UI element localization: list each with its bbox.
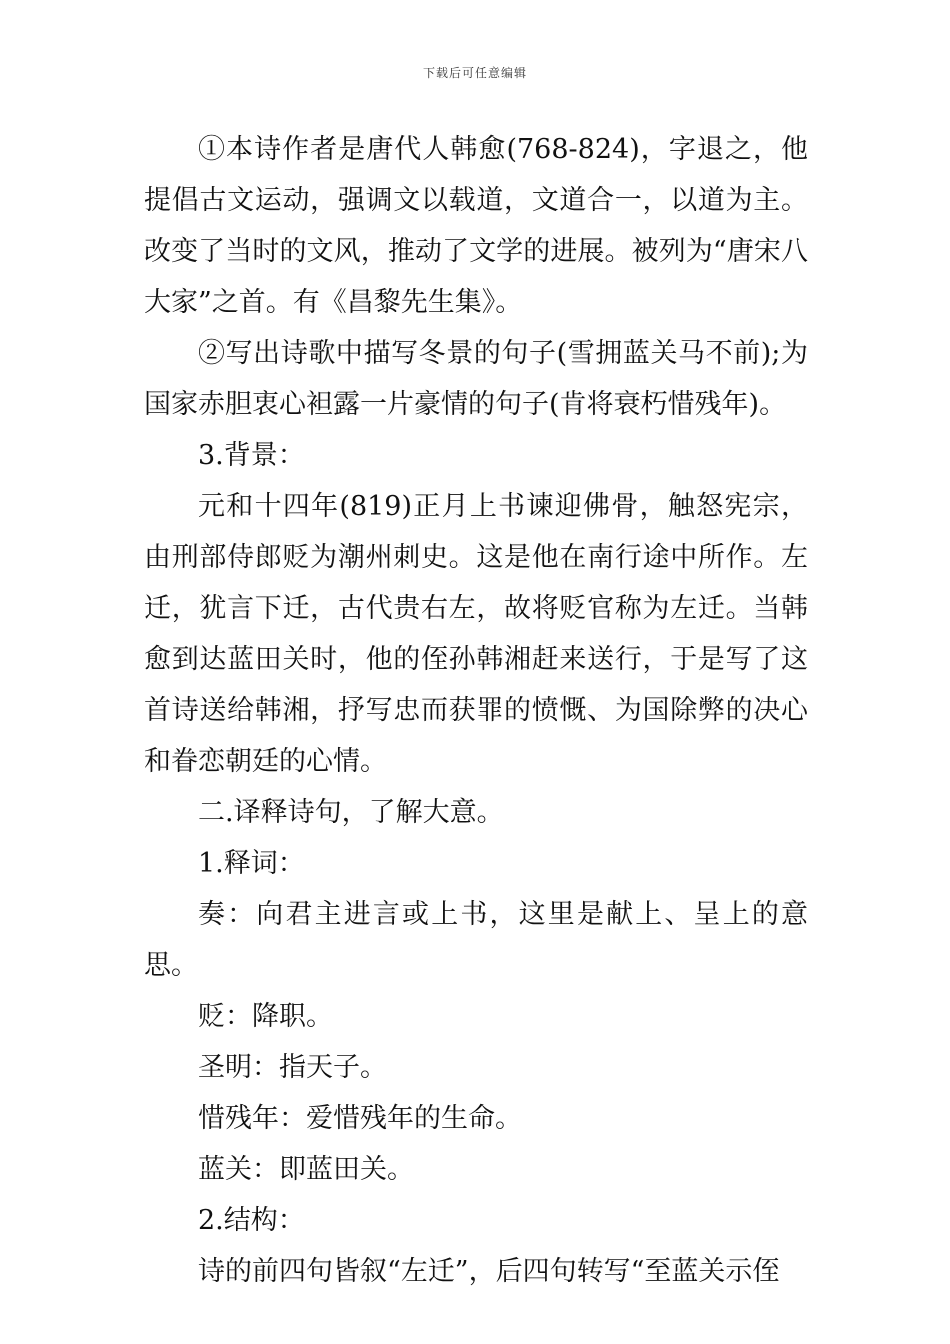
background-paragraph: 元和十四年(819)正月上书谏迎佛骨，触怒宪宗，由刑部侍郎贬为潮州刺史。这是他在南行途中所作。左迁，犹言下迁，古代贵右左，故将贬官称为左迁。当韩愈到达蓝田关时，他的侄孙韩湘赶来送行，于是写了这首诗送给韩湘，抒写忠而获罪的愤慨、为国除弊的决心和眷恋朝廷的心情。 <box>144 491 808 777</box>
document-body <box>144 124 808 1297</box>
structure-heading: 2.结构： <box>198 1205 305 1236</box>
page-header: 下载后可任意编辑 <box>422 66 527 80</box>
section-two-heading: 二.译释诗句，了解大意。 <box>198 797 504 828</box>
definition-languan: 蓝关：即蓝田关。 <box>198 1154 414 1185</box>
word-definitions-heading: 1.释词： <box>198 848 305 879</box>
definition-shengming: 圣明：指天子。 <box>198 1052 387 1083</box>
definition-zou: 奏：向君主进言或上书，这里是献上、呈上的意思。 <box>144 899 808 981</box>
winter-scene-paragraph: ②写出诗歌中描写冬景的句子(雪拥蓝关马不前);为国家赤胆衷心袒露一片豪情的句子(肯将衰朽惜残年)。 <box>144 338 808 420</box>
background-heading: 3.背景： <box>198 440 305 471</box>
definition-bian: 贬：降职。 <box>198 1001 333 1032</box>
definition-xicannian: 惜残年：爱惜残年的生命。 <box>198 1103 522 1134</box>
structure-paragraph: 诗的前四句皆叙“左迁”，后四句转写“至蓝关示侄 <box>198 1256 780 1287</box>
author-paragraph: ①本诗作者是唐代人韩愈(768-824)，字退之，他提倡古文运动，强调文以载道，文道合一，以道为主。改变了当时的文风，推动了文学的进展。被列为“唐宋八大家”之首。有《昌黎先生集》。 <box>144 134 808 318</box>
